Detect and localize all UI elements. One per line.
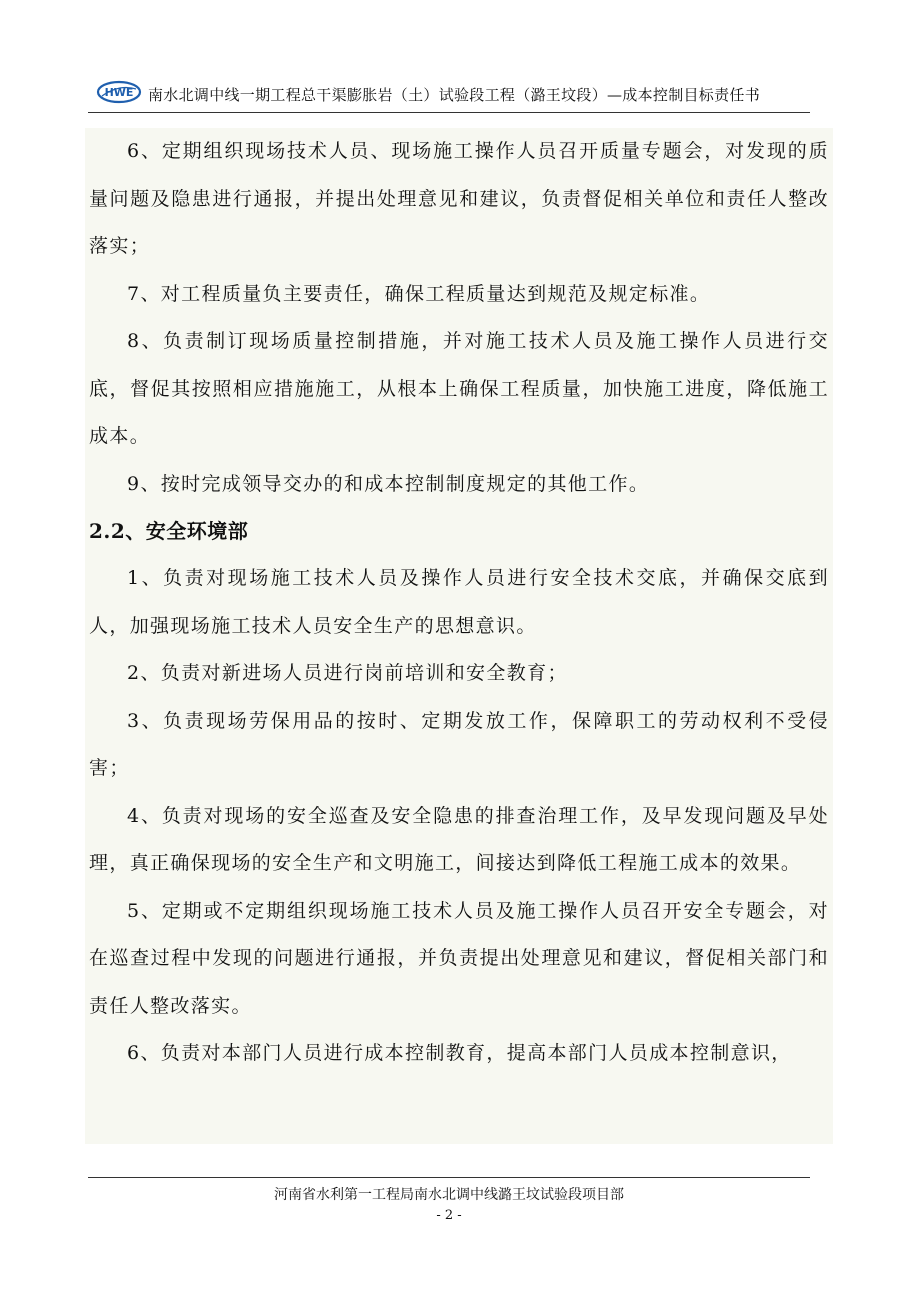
paragraph: 8、负责制订现场质量控制措施，并对施工技术人员及施工操作人员进行交底，督促其按照相应措施施工，从根本上确保工程质量，加快施工进度，降低施工成本。: [89, 330, 829, 447]
paragraph: 3、负责现场劳保用品的按时、定期发放工作，保障职工的劳动权利不受侵害；: [89, 709, 829, 779]
paragraph: 9、按时完成领导交办的和成本控制制度规定的其他工作。: [127, 472, 650, 495]
page-number: - 2 -: [436, 1208, 462, 1223]
header-title: 南水北调中线一期工程总干渠膨胀岩（土）试验段工程（潞王坟段）—成本控制目标责任书: [148, 86, 761, 104]
footer-divider: [88, 1177, 810, 1178]
paragraph: 7、对工程质量负主要责任，确保工程质量达到规范及规定标准。: [127, 282, 711, 305]
logo-text: HWE: [104, 86, 134, 99]
paragraph: 2、负责对新进场人员进行岗前培训和安全教育；: [127, 662, 568, 684]
paragraph: 6、定期组织现场技术人员、现场施工操作人员召开质量专题会，对发现的质量问题及隐患进行通报，并提出处理意见和建议，负责督促相关单位和责任人整改落实；: [89, 140, 829, 257]
page-header: [88, 78, 810, 113]
footer-organization: 河南省水利第一工程局南水北调中线潞王坟试验段项目部: [274, 1187, 624, 1203]
paragraph: 4、负责对现场的安全巡查及安全隐患的排查治理工作，及早发现问题及早处理，真正确保现场的安全生产和文明施工，间接达到降低工程施工成本的效果。: [89, 804, 829, 874]
paragraph: 1、负责对现场施工技术人员及操作人员进行安全技术交底，并确保交底到人，加强现场施工技术人员安全生产的思想意识。: [89, 567, 829, 637]
hwe-logo: [96, 80, 142, 104]
section-heading: 2.2、安全环境部: [89, 519, 249, 543]
document-body: [85, 128, 833, 1144]
paragraph: 5、定期或不定期组织现场施工技术人员及施工操作人员召开安全专题会，对在巡查过程中发现的问题进行通报，并负责提出处理意见和建议，督促相关部门和责任人整改落实。: [89, 899, 829, 1017]
paragraph: 6、负责对本部门人员进行成本控制教育，提高本部门人员成本控制意识，: [127, 1042, 792, 1064]
